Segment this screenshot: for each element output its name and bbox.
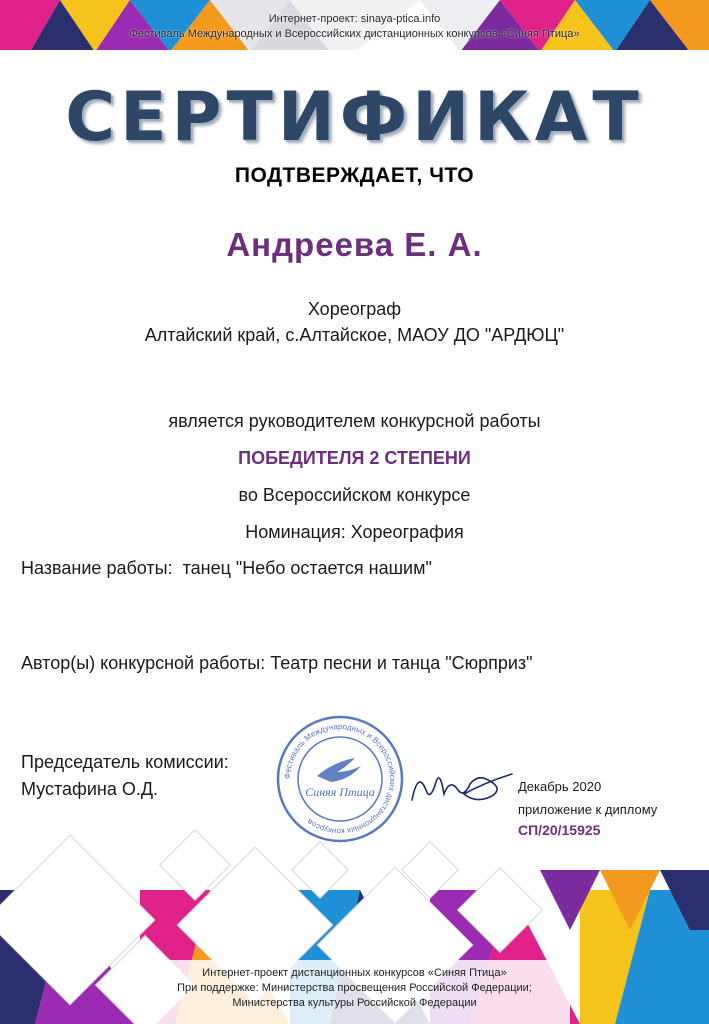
certificate-title: СЕРТИФИКАТ	[65, 78, 644, 157]
chair-label: Председатель комиссии:	[21, 752, 229, 772]
stamp-center-text: Синяя Птица	[305, 785, 375, 799]
work-authors: Автор(ы) конкурсной работы: Театр песни и танца "Сюрприз"	[21, 653, 533, 673]
stamp-ring-text: Фестиваль Международных и Всероссийских дистанционных конкурсов	[282, 721, 398, 837]
chair-name: Мустафина О.Д.	[21, 779, 159, 799]
header-text	[0, 12, 709, 42]
footer-line-2: При поддержке: Министерства просвещения Российской Федерации;	[177, 982, 532, 994]
contest-name: во Всероссийском конкурсе	[238, 485, 471, 505]
work-title: Название работы: танец "Небо остается нашим"	[21, 558, 432, 578]
confirms-text: ПОДТВЕРЖДАЕТ, ЧТО	[234, 164, 475, 187]
issue-date: Декабрь 2020	[518, 779, 602, 794]
diploma-number: СП/20/15925	[518, 822, 601, 838]
footer-line-1: Интернет-проект дистанционных конкурсов «Синяя Птица»	[202, 967, 507, 979]
header-line-2: Фестиваль Международных и Всероссийских дистанционных конкурсов «Синяя Птица»	[129, 28, 580, 40]
top-decorative-band	[0, 0, 709, 52]
recipient-role: Хореограф	[307, 299, 402, 319]
nomination: Номинация: Хореография	[245, 522, 464, 542]
lead-text: является руководителем конкурсной работы	[168, 411, 541, 431]
appendix-label: приложение к диплому	[518, 802, 658, 817]
handwritten-signature	[404, 760, 524, 810]
official-stamp	[275, 714, 405, 844]
recipient-name: Андреева Е. А.	[226, 226, 483, 263]
header-line-1: Интернет-проект: sinaya-ptica.info	[268, 13, 441, 25]
recipient-organization: Алтайский край, с.Алтайское, МАОУ ДО "АРДЮЦ"	[144, 325, 565, 345]
bird-icon	[317, 758, 361, 782]
footer-text	[0, 966, 709, 1011]
footer-line-3: Министерства культуры Российской Федерации	[232, 997, 477, 1009]
award-degree: ПОБЕДИТЕЛЯ 2 СТЕПЕНИ	[238, 448, 471, 468]
